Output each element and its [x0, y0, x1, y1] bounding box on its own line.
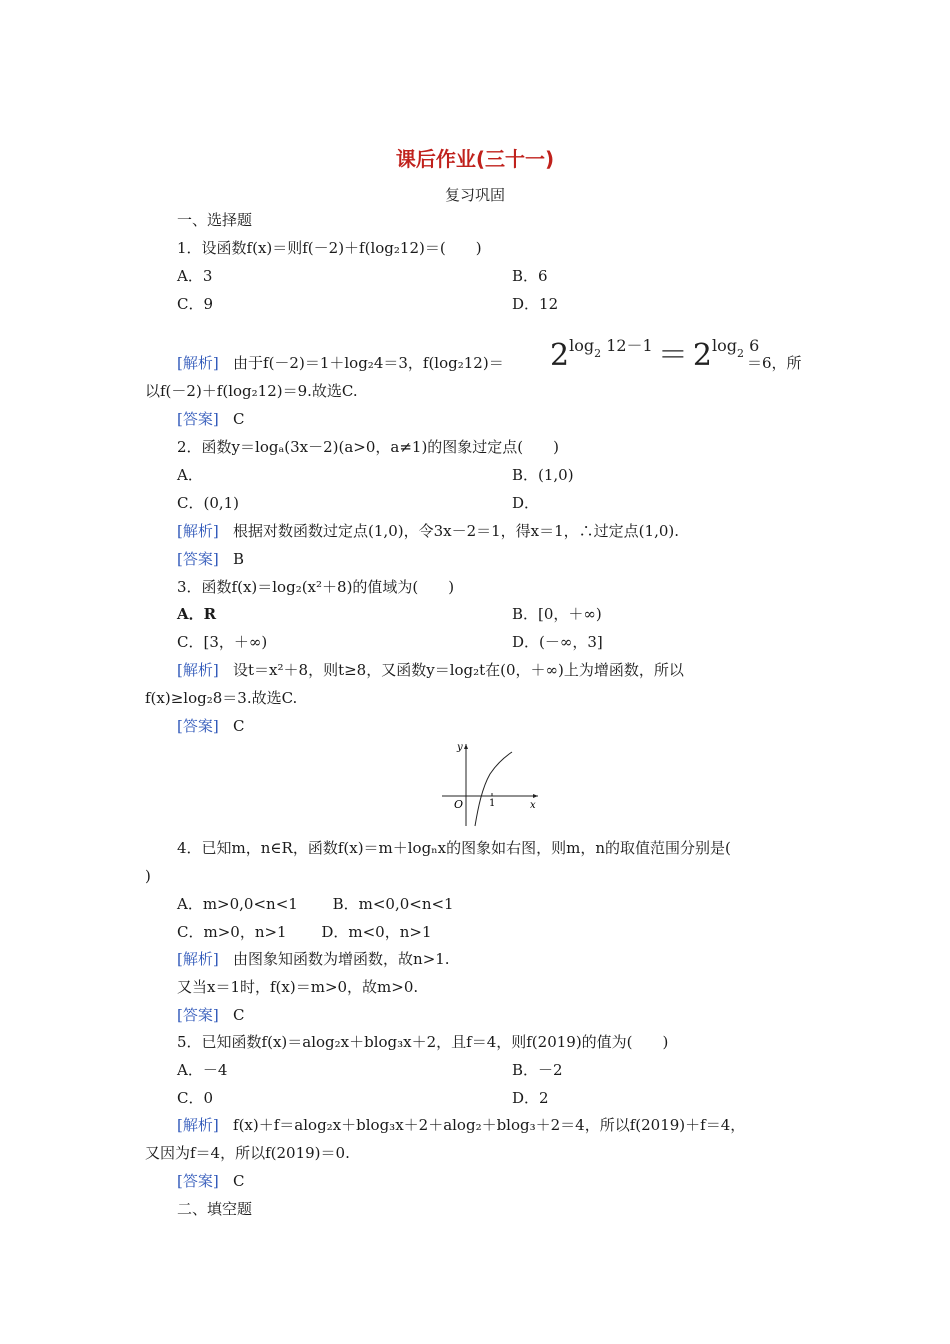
q4-analysis — [177, 949, 450, 969]
answer-tag: [答案] — [177, 717, 219, 735]
answer-value: C — [233, 410, 245, 428]
answer-tag: [答案] — [177, 1006, 219, 1024]
q3-analysis — [177, 660, 684, 680]
analysis-text: 由于f(－2)＝1＋log₂4＝3，f(log₂12)＝ — [233, 354, 504, 372]
q3-stem: 3．函数f(x)＝log₂(x²＋8)的值域为( ) — [177, 578, 455, 596]
q3-answer — [177, 716, 245, 736]
q4-options-cd: C．m>0，n>1 D．m<0，n>1 — [177, 923, 432, 941]
q3-option-b: B．[0，＋∞) — [512, 605, 602, 623]
q4-options-ab: A．m>0,0<n<1 B．m<0,0<n<1 — [177, 895, 454, 913]
analysis-tag: [解析] — [177, 661, 219, 679]
q5-option-d: D．2 — [512, 1089, 549, 1107]
q4-analysis-cont: 又当x＝1时，f(x)＝m>0，故m>0. — [177, 978, 419, 996]
x-axis-arrow — [533, 794, 538, 798]
analysis-text: 设t＝x²＋8，则t≥8，又函数y＝log₂t在(0，＋∞)上为增函数，所以 — [233, 661, 684, 679]
answer-value: C — [233, 1172, 245, 1190]
q5-analysis-cont: 又因为f＝4，所以f(2019)＝0. — [145, 1144, 350, 1162]
answer-tag: [答案] — [177, 410, 219, 428]
q1-option-c: C．9 — [177, 295, 214, 313]
q2-option-b: B．(1,0) — [512, 466, 574, 484]
origin-label: O — [454, 798, 464, 811]
q4-answer — [177, 1005, 245, 1025]
tick-label: 1 — [489, 798, 496, 809]
section-heading-choice: 一、选择题 — [177, 211, 253, 229]
q3-analysis-cont: f(x)≥log₂8＝3.故选C. — [145, 689, 298, 707]
section-heading-fill: 二、填空题 — [177, 1200, 253, 1218]
q5-stem: 5．已知函数f(x)＝alog₂x＋blog₃x＋2，且f＝4，则f(2019)的值为( ) — [177, 1033, 669, 1051]
y-axis-arrow — [464, 744, 468, 749]
q5-option-b: B．－2 — [512, 1061, 563, 1079]
q3-option-d: D．(－∞，3] — [512, 633, 603, 651]
page-title: 课后作业(三十一) — [395, 147, 555, 171]
log-function-graph — [438, 738, 544, 830]
q1-option-b: B．6 — [512, 267, 548, 285]
q2-option-c: C．(0,1) — [177, 494, 240, 512]
analysis-text: 根据对数函数过定点(1,0)，令3x－2＝1，得x＝1，∴过定点(1,0). — [233, 522, 680, 540]
q1-option-a: A．3 — [177, 267, 213, 285]
q4-stem: 4．已知m，n∈R，函数f(x)＝m＋logₙx的图象如右图，则m，n的取值范围分别是( — [177, 839, 731, 857]
analysis-tag: [解析] — [177, 522, 219, 540]
q1-answer — [177, 409, 245, 429]
analysis-text: 由图象知函数为增函数，故n>1. — [233, 950, 450, 968]
q3-option-a: A．R — [177, 605, 217, 623]
answer-value: B — [233, 550, 245, 568]
analysis-tag: [解析] — [177, 1116, 219, 1134]
q1-analysis — [177, 353, 504, 373]
answer-tag: [答案] — [177, 1172, 219, 1190]
answer-tag: [答案] — [177, 550, 219, 568]
q1-analysis-end: ＝6，所 — [747, 354, 802, 372]
q1-stem: 1．设函数f(x)＝则f(－2)＋f(log₂12)＝( ) — [177, 239, 482, 257]
q5-analysis — [177, 1115, 745, 1135]
q2-answer — [177, 549, 244, 569]
q2-analysis — [177, 521, 679, 541]
function-curve — [475, 752, 512, 826]
q1-analysis-cont: 以f(－2)＋f(log₂12)＝9.故选C. — [145, 382, 358, 400]
analysis-tag: [解析] — [177, 354, 219, 372]
page-subtitle: 复习巩固 — [444, 186, 505, 204]
answer-value: C — [233, 717, 245, 735]
q2-option-a: A． — [177, 466, 203, 484]
x-axis-label: x — [530, 800, 536, 811]
q4-stem-cont: ) — [145, 867, 151, 885]
q5-option-a: A．－4 — [177, 1061, 228, 1079]
q1-formula: $2\log^2$ $12-1 = 2\log^2$ 6 — [550, 336, 760, 373]
q3-option-c: C．[3，＋∞) — [177, 633, 268, 651]
q2-option-d: D． — [512, 494, 540, 512]
q5-answer — [177, 1171, 245, 1191]
q1-option-d: D．12 — [512, 295, 559, 313]
analysis-tag: [解析] — [177, 950, 219, 968]
q5-option-c: C．0 — [177, 1089, 214, 1107]
y-axis-label: y — [457, 742, 463, 753]
analysis-text: f(x)＋f＝alog₂x＋blog₃x＋2＋alog₂＋blog₃＋2＝4，所以f(2019)＋f＝4， — [233, 1116, 746, 1134]
q2-stem: 2．函数y＝logₐ(3x－2)(a>0，a≠1)的图象过定点( ) — [177, 438, 560, 456]
answer-value: C — [233, 1006, 245, 1024]
